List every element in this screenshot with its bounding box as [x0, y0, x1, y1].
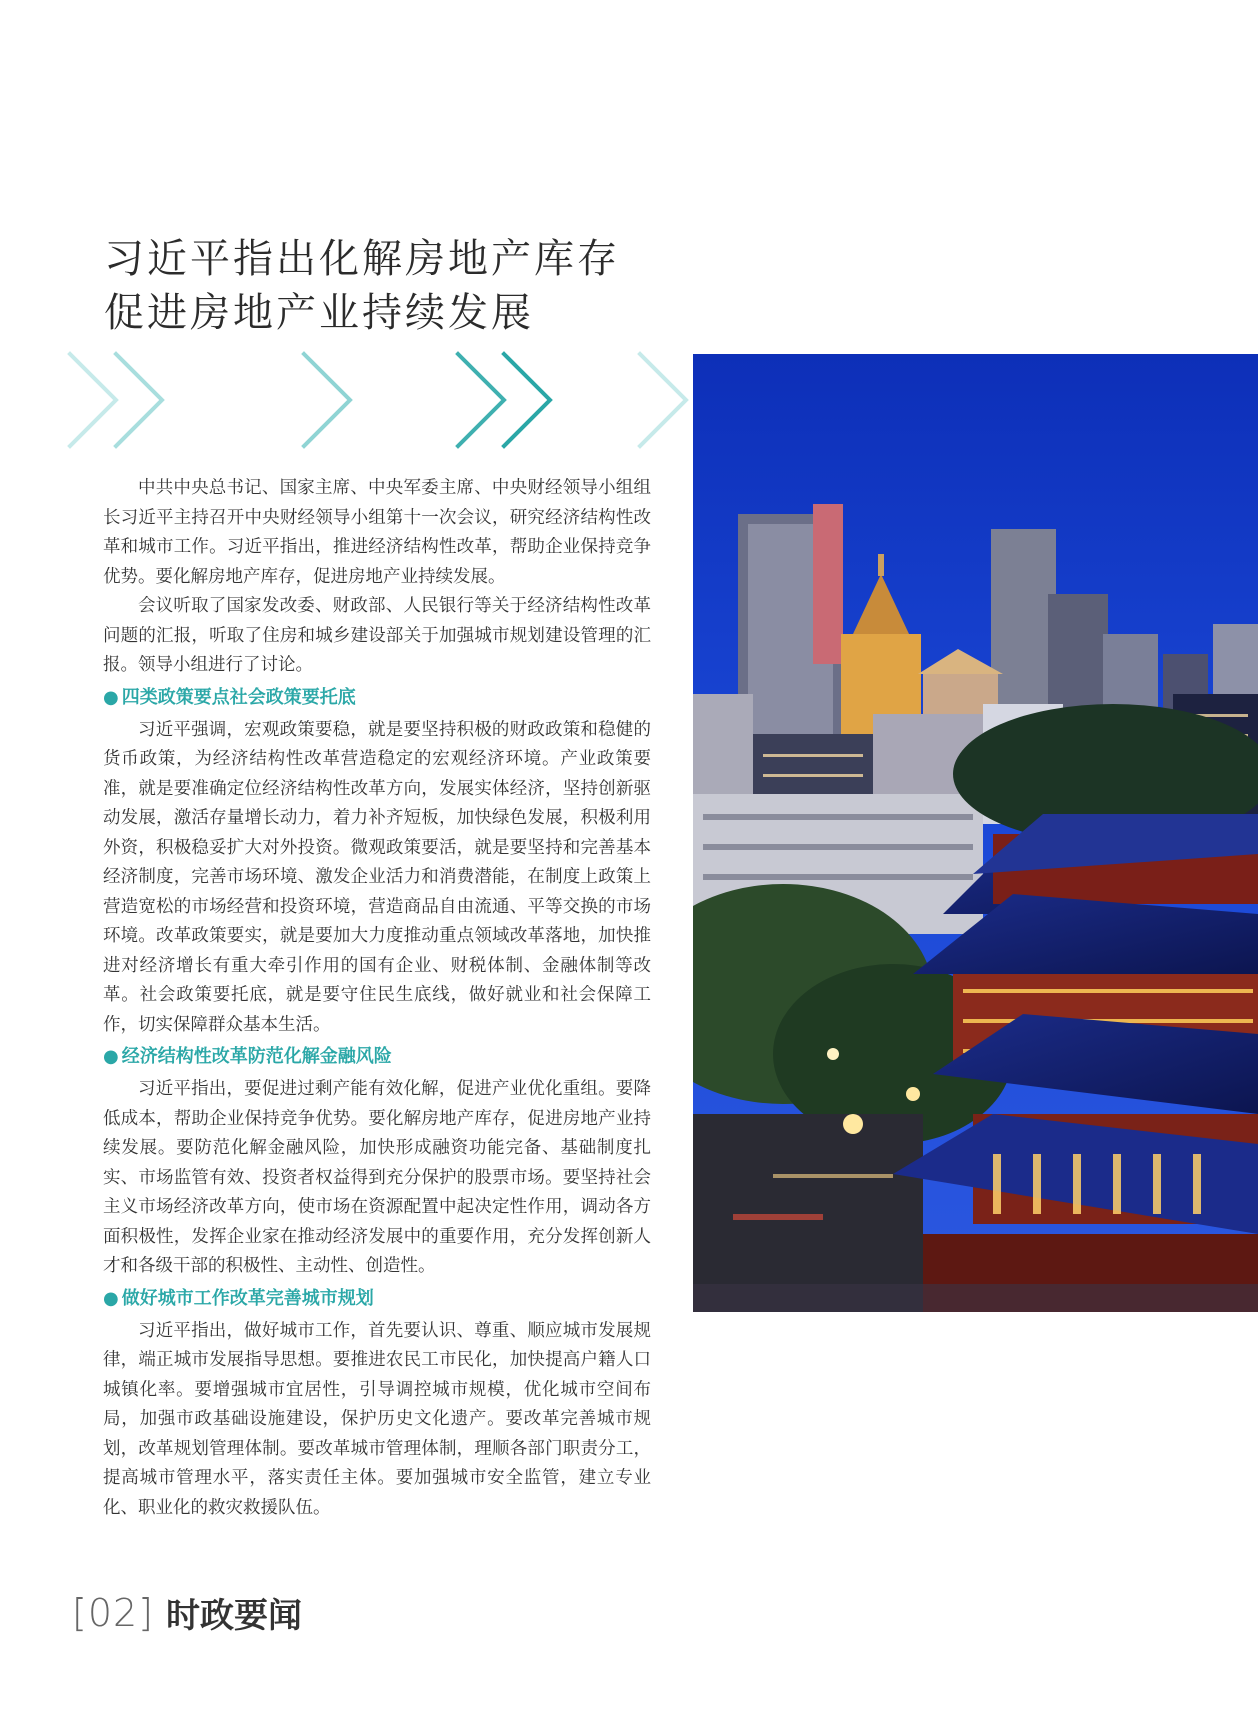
city-night-photo: [693, 354, 1258, 1312]
bullet-icon: ●: [103, 1287, 119, 1309]
section-heading: ● 做好城市工作改革完善城市规划: [103, 1287, 374, 1309]
article-body: [103, 474, 651, 1523]
title-line-1: 习近平指出化解房地产库存: [104, 236, 620, 282]
chevron-decoration: [64, 350, 694, 450]
title-line-2: 促进房地产业持续发展: [104, 290, 534, 336]
chevron-icon: [504, 354, 550, 446]
paragraph: 会议听取了国家发改委、财政部、人民银行等关于经济结构性改革问题的汇报，听取了住房和城乡建设部关于加强城市规划建设管理的汇报。领导小组进行了讨论。: [103, 596, 651, 675]
article-title: [104, 232, 664, 340]
paragraph: 习近平强调，宏观政策要稳，就是要坚持积极的财政政策和稳健的货币政策，为经济结构性改革营造稳定的宏观经济环境。产业政策要准，就是要准确定位经济结构性改革方向，发展实体经济，坚持创新驱动发展，激活存量增长动力，着力补齐短板，加快绿色发展，积极利用外资，积极稳妥扩大对外投资。微观政策要活，就是要坚持和完善基本经济制度，完善市场环境、激发企业活力和消费潜能，在制度上政策上营造宽松的市场经营和投资环境，营造商品自由流通、平等交换的市场环境。改革政策要实，就是要加大力度推动重点领域改革落地，加快推进对经济增长有重大牵引作用的国有企业、财税体制、金融体制等改革。社会政策要托底，就是要守住民生底线，做好就业和社会保障工作，切实保障群众基本生活。: [103, 719, 651, 1035]
paragraph: 中共中央总书记、国家主席、中央军委主席、中央财经领导小组组长习近平主持召开中央财经领导小组第十一次会议，研究经济结构性改革和城市工作。习近平指出，推进经济结构性改革，帮助企业保持竞争优势。要化解房地产库存，促进房地产业持续发展。: [103, 478, 651, 587]
page-footer: [72, 1588, 302, 1637]
chevron-icon: [70, 354, 116, 446]
chevron-icon: [116, 354, 162, 446]
page-number: [02]: [72, 1590, 155, 1635]
paragraph: 习近平指出，要促进过剩产能有效化解，促进产业优化重组。要降低成本，帮助企业保持竞争优势。要化解房地产库存，促进房地产业持续发展。要防范化解金融风险，加快形成融资功能完备、基础制度扎实、市场监管有效、投资者权益得到充分保护的股票市场。要坚持社会主义市场经济改革方向，使市场在资源配置中起决定性作用，调动各方面积极性，发挥企业家在推动经济发展中的重要作用，充分发挥创新人才和各级干部的积极性、主动性、创造性。: [103, 1079, 651, 1276]
chevron-icon: [640, 354, 686, 446]
bullet-icon: ●: [103, 1046, 119, 1067]
chevron-icon: [458, 354, 504, 446]
bullet-icon: ●: [103, 686, 119, 708]
chevron-icon: [304, 354, 350, 446]
section-name: 时政要闻: [166, 1596, 303, 1636]
section-heading: ● 四类政策要点社会政策要托底: [103, 686, 356, 708]
section-heading: ● 经济结构性改革防范化解金融风险: [103, 1046, 392, 1067]
paragraph: 习近平指出，做好城市工作，首先要认识、尊重、顺应城市发展规律，端正城市发展指导思想。要推进农民工市民化，加快提高户籍人口城镇化率。要增强城市宜居性，引导调控城市规模，优化城市空间布局，加强市政基础设施建设，保护历史文化遗产。要改革完善城市规划，改革规划管理体制。要改革城市管理体制，理顺各部门职责分工，提高城市管理水平，落实责任主体。要加强城市安全监管，建立专业化、职业化的救灾救援队伍。: [103, 1320, 651, 1518]
